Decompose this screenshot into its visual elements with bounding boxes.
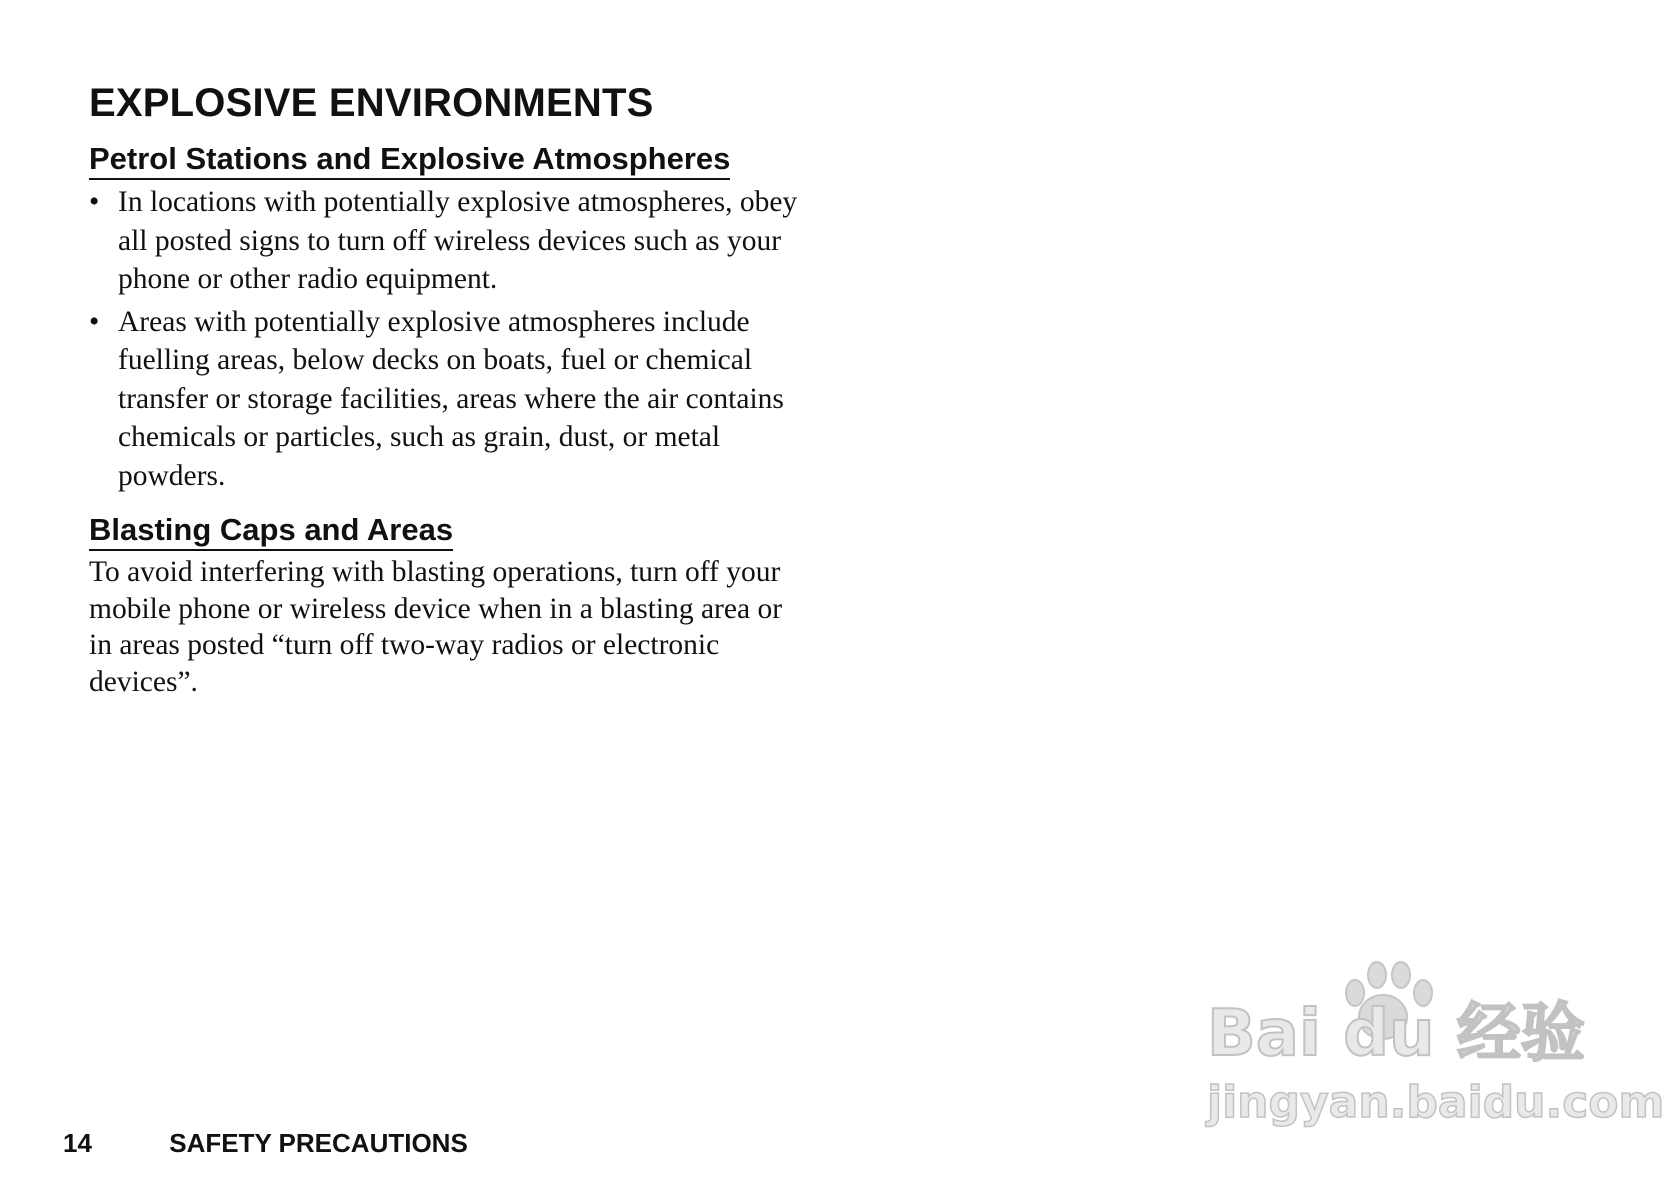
watermark-brand-text: Bai du 经验 xyxy=(1207,997,1585,1071)
watermark-url-text: jingyan.baidu.com xyxy=(1207,1077,1665,1128)
list-item-text: Areas with potentially explosive atmospheres include fuelling areas, below decks on boats, fuel or chemical transfer or storage facilities, areas where the air contains chemicals or particles, such as grain, dust, or metal powders. xyxy=(118,305,784,492)
bullet-icon: • xyxy=(89,186,100,218)
section-heading-blasting-caps: Blasting Caps and Areas xyxy=(89,512,453,551)
page-footer xyxy=(63,1128,468,1158)
list-item xyxy=(89,183,809,299)
page-title: EXPLOSIVE ENVIRONMENTS xyxy=(89,81,654,125)
list-item-text: In locations with potentially explosive atmospheres, obey all posted signs to turn off wireless devices such as your phone or other radio equipment. xyxy=(118,186,798,295)
bullet-list xyxy=(89,183,809,495)
baidu-jingyan-watermark xyxy=(1205,945,1665,1135)
section-paragraph: To avoid interfering with blasting operations, turn off your mobile phone or wireless device when in a blasting area or in areas posted “turn off two-way radios or electronic devices”. xyxy=(89,556,783,698)
page-number: 14 xyxy=(63,1128,92,1158)
list-item xyxy=(89,303,809,496)
page-content xyxy=(89,78,809,700)
bullet-icon: • xyxy=(89,305,100,338)
section-heading-petrol-stations: Petrol Stations and Explosive Atmospheres xyxy=(89,141,730,180)
footer-section-name: SAFETY PRECAUTIONS xyxy=(169,1128,468,1158)
